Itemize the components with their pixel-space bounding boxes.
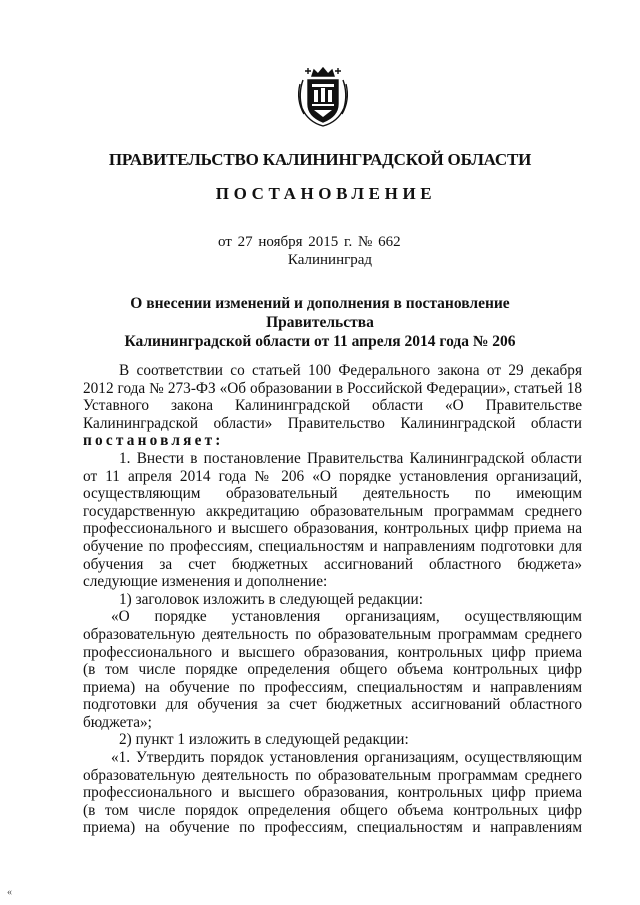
body-line: В соответствии со статьей 100 Федерального закона от 29 декабря [119,362,582,379]
title-line: О внесении изменений и дополнения в постановление Правительства [130,295,510,331]
body-line: Уставного закона Калининградской области «О Правительстве [83,397,582,415]
number-sign: № [358,234,373,250]
body-line: обучение по профессиям, специальностям и направлениям подготовки для [83,537,582,555]
body-line: следующие изменения и дополнение: [83,573,328,591]
title-line: Калининградской области от 11 апреля 2014 года № 206 [124,333,516,350]
body-line: приема) на обучение по профессиям, специальностям и направлениям [83,678,582,696]
body-line: от 11 апреля 2014 года № 206 «О порядке установления организаций, [83,467,582,485]
body-line: осуществляющим образовательный деятельность по имеющим [83,485,582,503]
footer-mark: « [7,887,12,898]
body-line: (в том числе порядке определения общего объема контрольных цифр [83,661,582,679]
coat-of-arms-icon [294,64,352,128]
body-line: 2) пункт 1 изложить в следующей редакции: [119,731,409,749]
body-line: подготовки для обучения за счет бюджетных ассигнований областного [83,696,582,714]
document-type: ПОСТАНОВЛЕНИЕ [215,184,437,203]
body-line: 1) заголовок изложить в следующей редакции: [119,590,423,608]
date-prefix: от [218,234,232,250]
body-line: постановляет: [83,432,224,450]
body-line: образовательную деятельность по образовательным программам среднего [83,625,582,643]
government-name: ПРАВИТЕЛЬСТВО КАЛИНИНГРАДСКОЙ ОБЛАСТИ [108,150,532,169]
city: Калининград [287,252,373,268]
body-line: «О порядке установления организациям, осуществляющим [111,608,582,626]
body-line: «1. Утвердить порядок установления организациям, осуществляющим [111,749,582,767]
body-line: образовательную деятельность по образовательным программам среднего [83,766,582,784]
body-line: профессионального и высшего образования, контрольных цифр приема [83,643,582,661]
body-line: профессионального и высшего образования, контрольных цифр приема [83,784,582,802]
body-line: бюджета»; [83,713,152,731]
body-line: 1. Внести в постановление Правительства Калининградской области [119,449,582,467]
date-line [218,234,401,251]
body-line: обучения за счет бюджетных ассигнований областного бюджета» [83,555,582,573]
body-line: приема) на обучение по профессиям, специальностям и направлениям [83,819,582,837]
decree-date: 27 ноября 2015 г. [237,234,353,250]
body-line: профессионального и высшего образования, контрольных цифр приема на [83,520,582,538]
body-line: 2012 года № 273-ФЗ «Об образовании в Российской Федерации», статьей 18 [83,379,582,397]
body-line: государственную аккредитацию образовательным программам среднего [83,502,582,520]
body-line: (в том числе порядок определения общего объема контрольных цифр [83,801,582,819]
decree-number: 662 [378,234,401,250]
decree-title [110,294,530,351]
body-line: Калининградской области» Правительство Калининградской области [83,414,582,432]
decree-body [83,362,582,837]
